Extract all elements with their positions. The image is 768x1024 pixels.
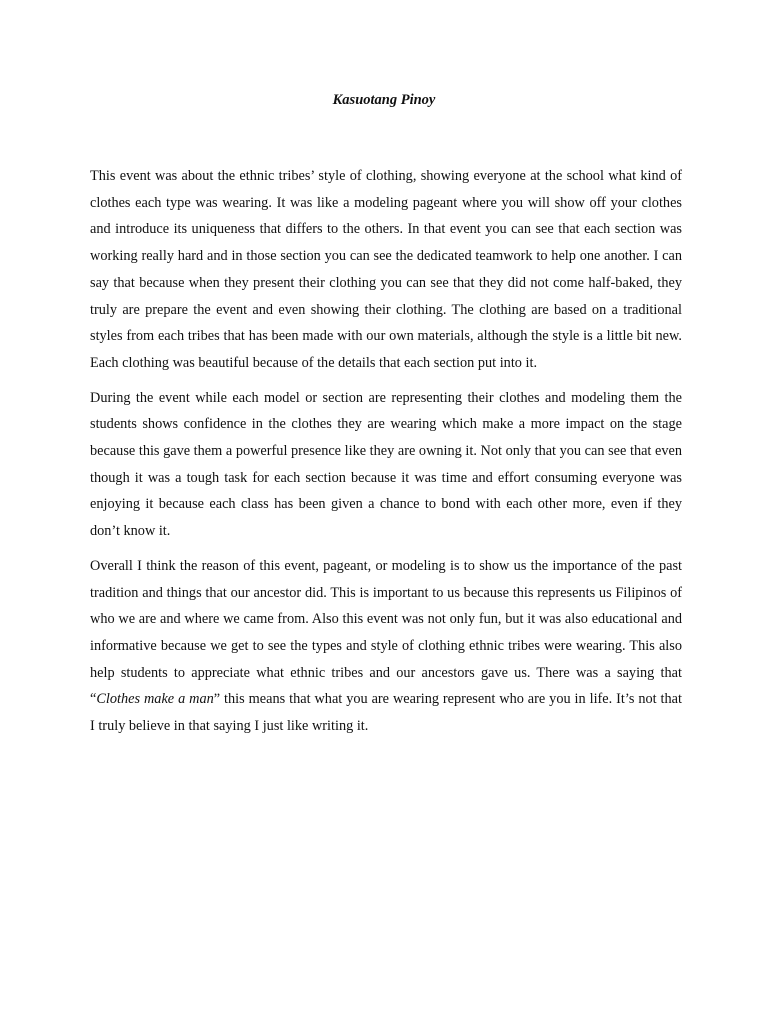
document-title: Kasuotang Pinoy [332, 92, 436, 108]
paragraph-3-quote: Clothes make a man [96, 691, 214, 708]
paragraph-3 [90, 553, 682, 740]
paragraph-3-text-before: Overall I think the reason of this event, pageant, or modeling is to show us the importance of the past tradition and things that our ancestor did. This is important to us because this represents us Filipinos of who we are and where we came from. Also this event was not only fun, but it was also educational and informative because we get to see the types and style of clothing ethnic tribes were wearing. This also help students to appreciate what ethnic tribes and our ancestors gave us. There was a saying that “ [90, 557, 682, 708]
paragraph-3-text-after: ” this means that what you are wearing represent who are you in life. It’s not that I truly believe in that saying I just like writing it. [90, 691, 682, 735]
document-body [90, 163, 682, 748]
paragraph-2: During the event while each model or section are representing their clothes and modeling them the students shows confidence in the clothes they are wearing which make a more impact on the stage because this gave them a powerful presence like they are owning it. Not only that you can see that even though it was a tough task for each section because it was time and effort consuming everyone was enjoying it because each class has been given a chance to bond with each other more, even if they don’t know it. [90, 389, 682, 540]
paragraph-1: This event was about the ethnic tribes’ style of clothing, showing everyone at the school what kind of clothes each type was wearing. It was like a modeling pageant where you will show off your clothes and introduce its uniqueness that differs to the others. In that event you can see that each section was working really hard and in those section you can see the dedicated teamwork to help one another. I can say that because when they present their clothing you can see that they did not come half-baked, they truly are prepare the event and even showing their clothing. The clothing are based on a traditional styles from each tribes that has been made with our own materials, although the style is a little bit new. Each clothing was beautiful because of the details that each section put into it. [90, 168, 682, 371]
